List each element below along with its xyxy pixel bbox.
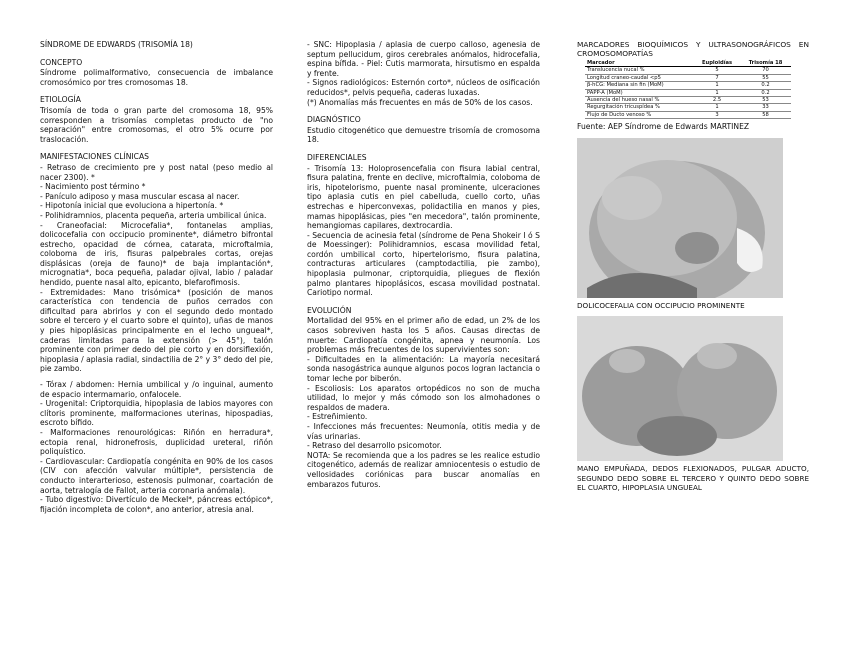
table-row (585, 111, 791, 118)
concepto-text: Síndrome polimalformativo, consecuencia de imbalance cromosómico por tres cromosomas 18. (40, 68, 273, 87)
infant-head-photo (577, 138, 783, 298)
list-item: - Hipotonía inicial que evoluciona a hipertonía. * (40, 201, 224, 211)
list-item: Mortalidad del 95% en el primer año de edad, un 2% de los casos sobreviven hasta los 5 años. Causas directas de muerte: Cardiopatía congénita, apnea y neumonía. Los problemas más frecuentes de los supervivientes son: (307, 316, 540, 355)
list-item: - Secuencia de acinesia fetal (síndrome de Pena Shokeir I ó S de Moessinger): Polihidramnios, escasa movilidad fetal, cordón umbilical corto, hipertelorismo, fisura palatina, contracturas articulares (camptodactilia, pie zambo), hipoplasia pulmonar, criptorquidia, pliegues de flexión palmo plantares hipoplásicos, escasa movilidad postnatal. Cariotipo normal. (307, 230, 540, 298)
photo-caption-1: DOLICOCEFALIA CON OCCIPUCIO PROMINENTE (577, 300, 745, 310)
list-item: - Dificultades en la alimentación: La mayoría necesitará sonda nasogástrica aunque algunos pocos logran lactancia o tomar leche por biberón. (307, 354, 540, 383)
table-row (585, 74, 791, 81)
table-cell: β-hCG: Mediana sin fin (MoM) (585, 82, 694, 89)
column-2 (307, 40, 540, 489)
markers-title: MARCADORES BIOQUÍMICOS Y ULTRASONOGRÁFICOS EN CROMOSOMOPATÍAS (577, 40, 809, 58)
table-row (585, 97, 791, 104)
list-item: - Nacimiento post término * (40, 182, 146, 192)
clenched-hands-photo (577, 316, 783, 461)
note: NOTA: Se recomienda que a los padres se les realice estudio citogenético, además de realizar amniocentesis o estudio de vellosidades coriónicas para buscar anomalías en embarazos futuros. (307, 450, 540, 489)
list-item: - Extremidades: Mano trisómica* (posición de manos característica con tendencia de puños cerrados con dificultad para abrirlos y con el segundo dedo montado sobre el tercero y el cuarto sobre el quinto), uñas de manos y pies hipoplásicas principalmente en el lecho ungueal*, caderas limitadas para la extensión (> 45°), talón prominente con primer dedo del pie corto y en dorsiflexión, hipoplasia / aplasia radial, sindactilia de 2° y 3° dedo del pie, pie zambo. (40, 287, 273, 374)
table-cell: 1 (694, 104, 740, 111)
list-item: - Cardiovascular: Cardiopatía congénita en 90% de los casos (CIV con afección valvular múltiple*, persistencia de conducto interarterioso, estenosis pulmonar, coartación de aorta, tetralogía de Fallot, arteria coronaria anómala). (40, 456, 273, 495)
manifestaciones-heading: MANIFESTACIONES CLÍNICAS (40, 152, 150, 162)
table-header: Euploidías (694, 60, 740, 67)
etiologia-heading: ETIOLOGÍA (40, 95, 81, 105)
source-note: Fuente: AEP Síndrome de Edwards MARTINEZ (577, 122, 750, 132)
evolucion-heading: EVOLUCIÓN (307, 305, 352, 315)
table-cell: 70 (740, 67, 791, 74)
table-cell: 0.2 (740, 82, 791, 89)
document-title: SÍNDROME DE EDWARDS (TRISOMÍA 18) (40, 40, 193, 49)
table-cell: 1 (694, 82, 740, 89)
table-cell: 33 (740, 104, 791, 111)
list-item: - SNC: Hipoplasia / aplasia de cuerpo calloso, agenesia de septum pellucidum, giros cerebrales anómalos, hidrocefalia, espina bífida. - Piel: Cutis marmorata, hirsutismo en espalda y frente. (307, 40, 540, 78)
table-cell: 5 (694, 67, 740, 74)
table-row (585, 67, 791, 74)
table-row (585, 82, 791, 89)
list-item: - Urogenital: Criptorquidia, hipoplasia de labios mayores con clítoris prominente, malformaciones uterinas, hipospadias, escroto bífido. (40, 399, 273, 428)
table-row (585, 104, 791, 111)
list-item: - Tubo digestivo: Divertículo de Meckel*, páncreas ectópico*, fijación incompleta de colon*, ano anterior, atresia anal. (40, 495, 273, 514)
table-cell: 58 (740, 111, 791, 118)
list-item: - Craneofacial: Microcefalia*, fontanelas amplias, dolicocefalia con occipucio prominente*, diámetro bifrontal estrecho, opacidad de córnea, catarata, microftalmia, coloboma de iris, fisuras palpebrales cortas, orejas displásicas (oreja de fauno)* de baja implantación*, micrognatia*, boca pequeña, paladar ojival, labio / paladar hendido, puente nasal alto, epicanto, blefarofimosis. (40, 220, 273, 288)
table-cell: Ausencia del hueso nasal % (585, 97, 694, 104)
footnote: (*) Anomalías más frecuentes en más de 50% de los casos. (307, 97, 533, 107)
list-item: - Retraso de crecimiento pre y post natal (peso medio al nacer 2300). * (40, 162, 273, 182)
table-cell: Flujo de Ducto venoso % (585, 111, 694, 118)
list-item: - Panículo adiposo y masa muscular escasa al nacer. (40, 191, 240, 201)
table-header: Marcador (585, 60, 694, 67)
table-cell: 7 (694, 74, 740, 81)
concepto-heading: CONCEPTO (40, 57, 83, 67)
list-item: - Retraso del desarrollo psicomotor. (307, 441, 442, 451)
column-3 (577, 40, 809, 492)
table-cell: 1 (694, 89, 740, 96)
list-item: - Trisomía 13: Holoprosencefalia con fisura labial central, fisura palatina, frente en declive, microftalmia, coloboma de iris, hipotelorismo, puente nasal prominente, ulceraciones tipo aplasia cutis en piel cabelluda, cuello corto, uñas estrechas e hiperconvexas, polidactilia en manos y pies, mamas hipoplásicas, pies "en mecedora", talón prominente, hemangiomas capilares, dextrocardia. (307, 163, 540, 231)
table-header-row (585, 60, 791, 67)
diagnostico-text: Estudio citogenético que demuestre trisomía de cromosoma 18. (307, 125, 540, 145)
table-cell: Translucencia nucal % (585, 67, 694, 74)
table-cell: Regurgitación tricuspídea % (585, 104, 694, 111)
diagnostico-heading: DIAGNÓSTICO (307, 115, 361, 125)
etiologia-text: Trisomía de toda o gran parte del cromosoma 18, 95% corresponden a trisomías completas producto de "no separación" entre cromosomas, el otro 5% ocurre por traslocación. (40, 105, 273, 144)
table-cell: 55 (740, 74, 791, 81)
table-cell: 3 (694, 111, 740, 118)
list-item: - Estreñimiento. (307, 412, 368, 422)
list-item: - Malformaciones renourológicas: Riñón en herradura*, ectopia renal, hidronefrosis, duplicidad ureteral, riñón poliquístico. (40, 427, 273, 457)
list-item: - Infecciones más frecuentes: Neumonía, otitis media y de vías urinarias. (307, 421, 540, 441)
table-cell: PAPP-A (MoM) (585, 89, 694, 96)
table-cell: Longitud craneo-caudal <p5 (585, 74, 694, 81)
list-item: - Escoliosis: Los aparatos ortopédicos no son de mucha utilidad, lo mejor y más cómodo son los almohadones o respaldos de madera. (307, 383, 540, 412)
markers-table (585, 60, 791, 119)
diferenciales-heading: DIFERENCIALES (307, 152, 367, 162)
list-item: - Signos radiológicos: Esternón corto*, núcleos de osificación reducidos*, pelvis pequeña, caderas luxadas. (307, 78, 540, 97)
infant-head-illustration (577, 138, 783, 298)
clenched-hands-illustration (577, 316, 783, 461)
list-item: - Polihidramnios, placenta pequeña, arteria umbilical única. (40, 210, 267, 220)
list-item: - Tórax / abdomen: Hernia umbilical y /o inguinal, aumento de espacio intermamario, onfalocele. (40, 380, 273, 399)
photo-caption-2: MANO EMPUÑADA, DEDOS FLEXIONADOS, PULGAR ADUCTO, SEGUNDO DEDO SOBRE EL TERCERO Y QUINTO DEDO SOBRE EL CUARTO, HIPOPLASIA UNGUEAL (577, 464, 809, 493)
table-row (585, 89, 791, 96)
table-cell: 53 (740, 97, 791, 104)
table-cell: 0.2 (740, 89, 791, 96)
column-1 (40, 40, 273, 514)
table-cell: 2.5 (694, 97, 740, 104)
table-header: Trisomía 18 (740, 60, 791, 67)
